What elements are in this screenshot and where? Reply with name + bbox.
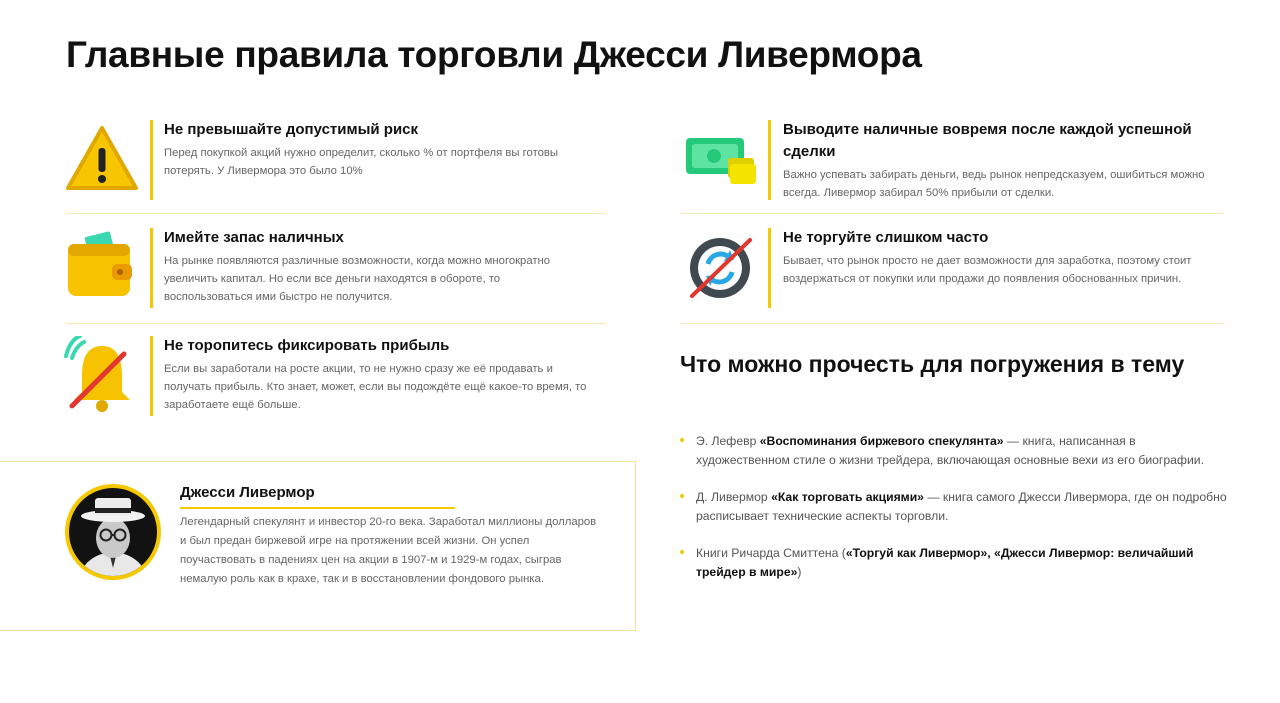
bio-underline bbox=[180, 507, 455, 509]
rule-title: Не торопитесь фиксировать прибыль bbox=[164, 337, 450, 354]
warning-icon bbox=[62, 120, 142, 200]
divider bbox=[680, 213, 1225, 214]
reading-list bbox=[680, 432, 1230, 600]
cash-icon bbox=[680, 120, 760, 200]
reading-title: Что можно прочесть для погружения в тему bbox=[680, 351, 1185, 377]
divider bbox=[680, 323, 1225, 324]
rule-title: Не превышайте допустимый риск bbox=[164, 121, 419, 138]
rule-text: Перед покупкой акций нужно определит, сколько % от портфеля вы готовы потерять. У Ливермора это было 10% bbox=[164, 147, 559, 177]
bell-crossed-icon bbox=[62, 336, 142, 416]
list-item: Д. Ливермор «Как торговать акциями» — книга самого Джесси Ливермора, где он подробно расписывает технические аспекты торговли. bbox=[680, 488, 1230, 526]
bio-card bbox=[0, 461, 636, 631]
bullet-icon bbox=[680, 494, 684, 498]
rule-title: Выводите наличные вовремя после каждой успешной сделки bbox=[783, 121, 1192, 160]
rule-text: Важно успевать забирать деньги, ведь рынок непредсказуем, ошибиться можно всегда. Ливермор забирал 50% прибыли от сделки. bbox=[783, 169, 1205, 199]
page-title: Главные правила торговли Джесси Ливермора bbox=[66, 34, 922, 75]
rule-text: Бывает, что рынок просто не дает возможности для заработка, поэтому стоит воздержаться от покупки или продажи до появления обоснованных причин. bbox=[783, 255, 1192, 285]
list-item: Э. Лефевр «Воспоминания биржевого спекулянта» — книга, написанная в художественном стиле о жизни трейдера, включающая основные вехи из его биографии. bbox=[680, 432, 1230, 470]
divider bbox=[66, 213, 606, 214]
rule-text: На рынке появляются различные возможности, когда можно многократно увеличить капитал. Но если все деньги находятся в обороте, то воспользоваться ими быстро не получится. bbox=[164, 255, 551, 303]
rule-title: Не торгуйте слишком часто bbox=[783, 229, 989, 246]
bullet-icon bbox=[680, 550, 684, 554]
rule-text: Если вы заработали на росте акции, то не нужно сразу же её продавать и получать прибыль. Кто знает, может, если вы подождёте ещё какое-то время, то заработаете ещё больше. bbox=[164, 363, 587, 411]
divider bbox=[66, 323, 606, 324]
list-item: Книги Ричарда Смиттена («Торгуй как Ливермор», «Джесси Ливермор: величайший трейдер в мире») bbox=[680, 544, 1230, 582]
no-exchange-icon bbox=[680, 228, 760, 308]
wallet-icon bbox=[62, 228, 142, 308]
rule-title: Имейте запас наличных bbox=[164, 229, 344, 246]
bullet-icon bbox=[680, 438, 684, 442]
bio-name: Джесси Ливермор bbox=[180, 484, 315, 501]
bio-text: Легендарный спекулянт и инвестор 20-го века. Заработал миллионы долларов и был предан биржевой игре на протяжении всей жизни. Он успел поучаствовать в падениях цен на акции в 1907-м и 1929-м годах, сыграв немалую роль как в крахе, так и в восстановлении фондового рынка. bbox=[180, 516, 597, 585]
avatar bbox=[65, 484, 161, 580]
